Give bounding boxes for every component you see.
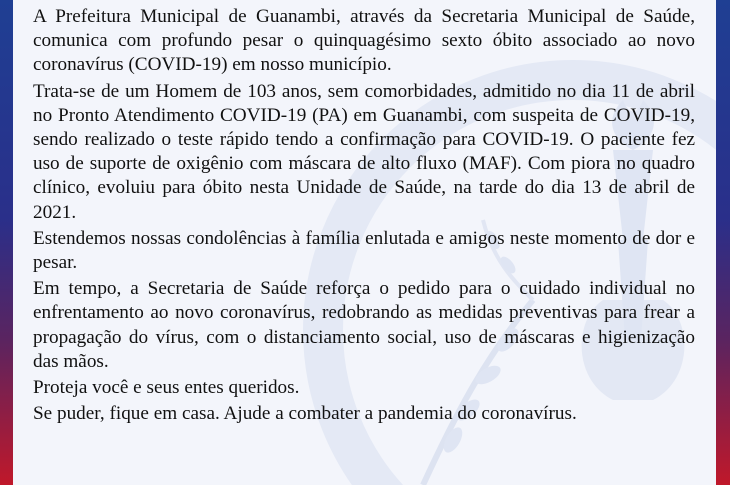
paragraph-protect: Proteja você e seus entes queridos. [33,377,300,399]
paragraph-condolences: Estendemos nossas condolências à família enlutada e amigos neste momento de dor e pesar. [33,227,695,274]
note-panel [13,0,716,485]
left-border-stripe [0,0,13,485]
announcement-text [33,5,695,428]
right-border-stripe [716,0,730,485]
paragraph-stay-home: Se puder, fique em casa. Ajude a combater a pandemia do coronavírus. [33,403,577,425]
paragraph-case-details: Trata-se de um Homem de 103 anos, sem comorbidades, admitido no dia 11 de abril no Pronto Atendimento COVID-19 (PA) em Guanambi, com suspeita de COVID-19, sendo realizado o teste rápido tendo a confirmação para COVID-19. O paciente fez uso de suporte de oxigênio com máscara de alto fluxo (MAF). Com piora no quadro clínico, evoluiu para óbito nesta Unidade de Saúde, na tarde do dia 13 de abril de 2021. [33,80,695,223]
paragraph-prevention: Em tempo, a Secretaria de Saúde reforça o pedido para o cuidado individual no enfrentamento ao novo coronavírus, redobrando as medidas preventivas para frear a propagação do vírus, com o distanciamento social, uso de máscaras e higienização das mãos. [33,278,695,372]
paragraph-intro: A Prefeitura Municipal de Guanambi, através da Secretaria Municipal de Saúde, comunica com profundo pesar o quinquagésimo sexto óbito associado ao novo coronavírus (COVID-19) em nosso município. [33,6,695,76]
